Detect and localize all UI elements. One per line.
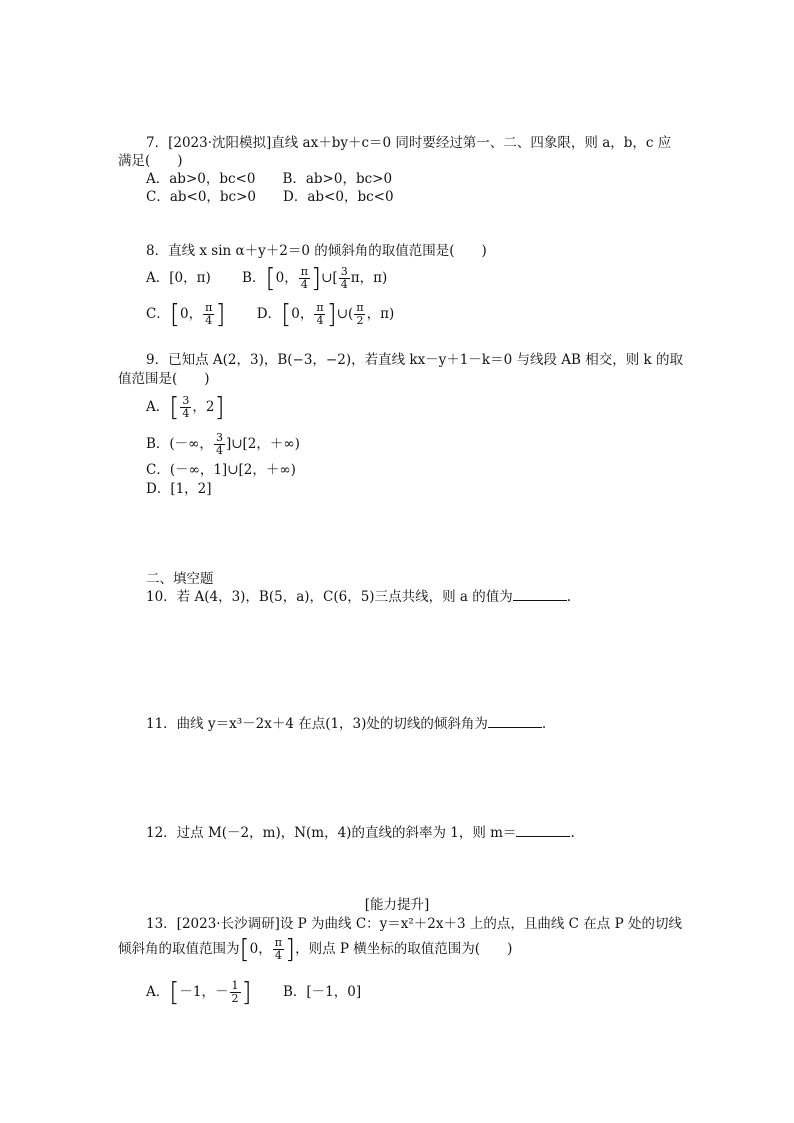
q13-option-a-label: A． <box>146 984 170 1000</box>
section-fill-blank-heading: 二、填空题 <box>146 571 214 587</box>
period: . <box>566 589 571 605</box>
q8-option-b-label: B． <box>242 270 266 286</box>
q12-text: 12．过点 M(－2，m)，N(m，4)的直线的斜率为 1，则 m＝ <box>146 825 517 841</box>
q8-options-ab <box>146 263 388 294</box>
denominator: 4 <box>274 949 282 962</box>
q8-option-c-label: C． <box>146 306 170 322</box>
denominator: 4 <box>205 314 213 327</box>
q13-option-b: B．[－1，0] <box>282 984 362 1000</box>
fraction-pi-over-4 <box>299 266 310 291</box>
denominator: 2 <box>356 314 364 327</box>
bracket-right: ] <box>214 392 225 423</box>
section-ability-heading: [能力提升] <box>364 897 430 913</box>
q11 <box>146 715 546 733</box>
bracket-right: ] <box>215 299 226 330</box>
text: B．(－∞， <box>146 436 213 452</box>
bracket-right: ] <box>284 934 296 965</box>
union-symbol: ∪( <box>336 306 354 322</box>
q9-option-a <box>146 392 225 423</box>
answer-blank <box>516 824 570 837</box>
fraction-pi-over-4 <box>314 302 325 327</box>
text: π，π) <box>350 270 388 286</box>
q9-option-b <box>146 432 300 457</box>
answer-blank <box>513 588 567 601</box>
q13-options <box>146 977 362 1008</box>
q13-stem-line1: 13．[2023·长沙调研]设 P 为曲线 C：y＝x²＋2x＋3 上的点，且曲线 C 在点 P 处的切线 <box>146 916 682 932</box>
q9-option-d: D．[1，2] <box>146 481 212 497</box>
q8-stem: 8．直线 x sin α＋y＋2＝0 的倾斜角的取值范围是( ) <box>146 243 487 259</box>
numerator: π <box>300 265 308 278</box>
text: 倾斜角的取值范围为 <box>118 941 240 957</box>
fraction-1-over-2 <box>230 980 241 1005</box>
q7-stem-line2: 满足( ) <box>118 153 183 169</box>
text: －1，－ <box>179 984 229 1000</box>
fraction-pi-over-2 <box>354 302 365 327</box>
q8-option-a: A．[0，π) <box>146 270 211 286</box>
numerator: π <box>274 936 282 949</box>
fraction-3-over-4 <box>214 432 225 457</box>
bracket-left: [ <box>169 299 180 330</box>
q7-options-cd: C．ab<0，bc>0 D．ab<0，bc<0 <box>146 189 394 205</box>
denominator: 4 <box>316 314 324 327</box>
period: . <box>570 825 575 841</box>
denominator: 4 <box>300 278 308 291</box>
q7-stem-line1: 7．[2023·沈阳模拟]直线 ax＋by＋c＝0 同时要经过第一、二、四象限，则 a，b，c 应 <box>146 135 672 151</box>
bracket-left: [ <box>281 299 292 330</box>
q13-stem-line2 <box>118 934 513 965</box>
denominator: 2 <box>231 992 239 1005</box>
q9-stem-line1: 9．已知点 A(2，3)，B(−3，−2)，若直线 kx－y＋1－k＝0 与线段 AB 相交，则 k 的取 <box>146 352 683 368</box>
fraction-3-over-4 <box>339 266 350 291</box>
q9-option-c: C．(－∞，1]∪[2，＋∞) <box>146 462 296 478</box>
numerator: π <box>356 301 364 314</box>
text: ]∪[2，＋∞) <box>225 436 300 452</box>
text: ，π) <box>366 306 395 322</box>
denominator: 4 <box>182 407 190 420</box>
numerator: π <box>205 301 213 314</box>
fraction-3-over-4 <box>180 395 191 420</box>
q12 <box>146 824 575 842</box>
q8-options-cd <box>146 299 395 330</box>
bracket-left: [ <box>239 934 250 965</box>
bracket-right: ] <box>326 299 337 330</box>
denominator: 4 <box>215 444 223 457</box>
text: 0， <box>249 941 272 957</box>
text: ，2 <box>192 399 215 415</box>
bracket-right: ] <box>310 263 322 294</box>
bracket-left: [ <box>169 977 180 1008</box>
text: 0， <box>180 306 203 322</box>
numerator: 1 <box>231 979 239 992</box>
union-symbol: ∪[ <box>321 270 338 286</box>
q7-options-ab: A．ab>0，bc<0 B．ab>0，bc>0 <box>146 171 393 187</box>
numerator: π <box>316 301 324 314</box>
numerator: 3 <box>340 265 348 278</box>
text: 0， <box>291 306 314 322</box>
q8-option-d-label: D． <box>256 306 282 322</box>
q9-stem-line2: 值范围是( ) <box>118 371 210 387</box>
bracket-left: [ <box>265 263 276 294</box>
q10 <box>146 588 571 606</box>
text: ，则点 P 横坐标的取值范围为( ) <box>295 941 513 957</box>
period: . <box>541 716 547 732</box>
fraction-pi-over-4 <box>203 302 214 327</box>
answer-blank <box>488 715 542 728</box>
q11-text: 11．曲线 y＝x³－2x＋4 在点(1，3)处的切线的倾斜角为 <box>146 716 488 732</box>
numerator: 3 <box>215 431 223 444</box>
bracket-right: ] <box>241 977 252 1008</box>
numerator: 3 <box>182 394 190 407</box>
denominator: 4 <box>340 278 348 291</box>
bracket-left: [ <box>169 392 180 423</box>
fraction-pi-over-4 <box>273 937 284 962</box>
text: 0， <box>275 270 298 286</box>
q10-text: 10．若 A(4，3)，B(5，a)，C(6，5)三点共线，则 a 的值为 <box>146 589 513 605</box>
q9-option-a-label: A． <box>146 399 170 415</box>
